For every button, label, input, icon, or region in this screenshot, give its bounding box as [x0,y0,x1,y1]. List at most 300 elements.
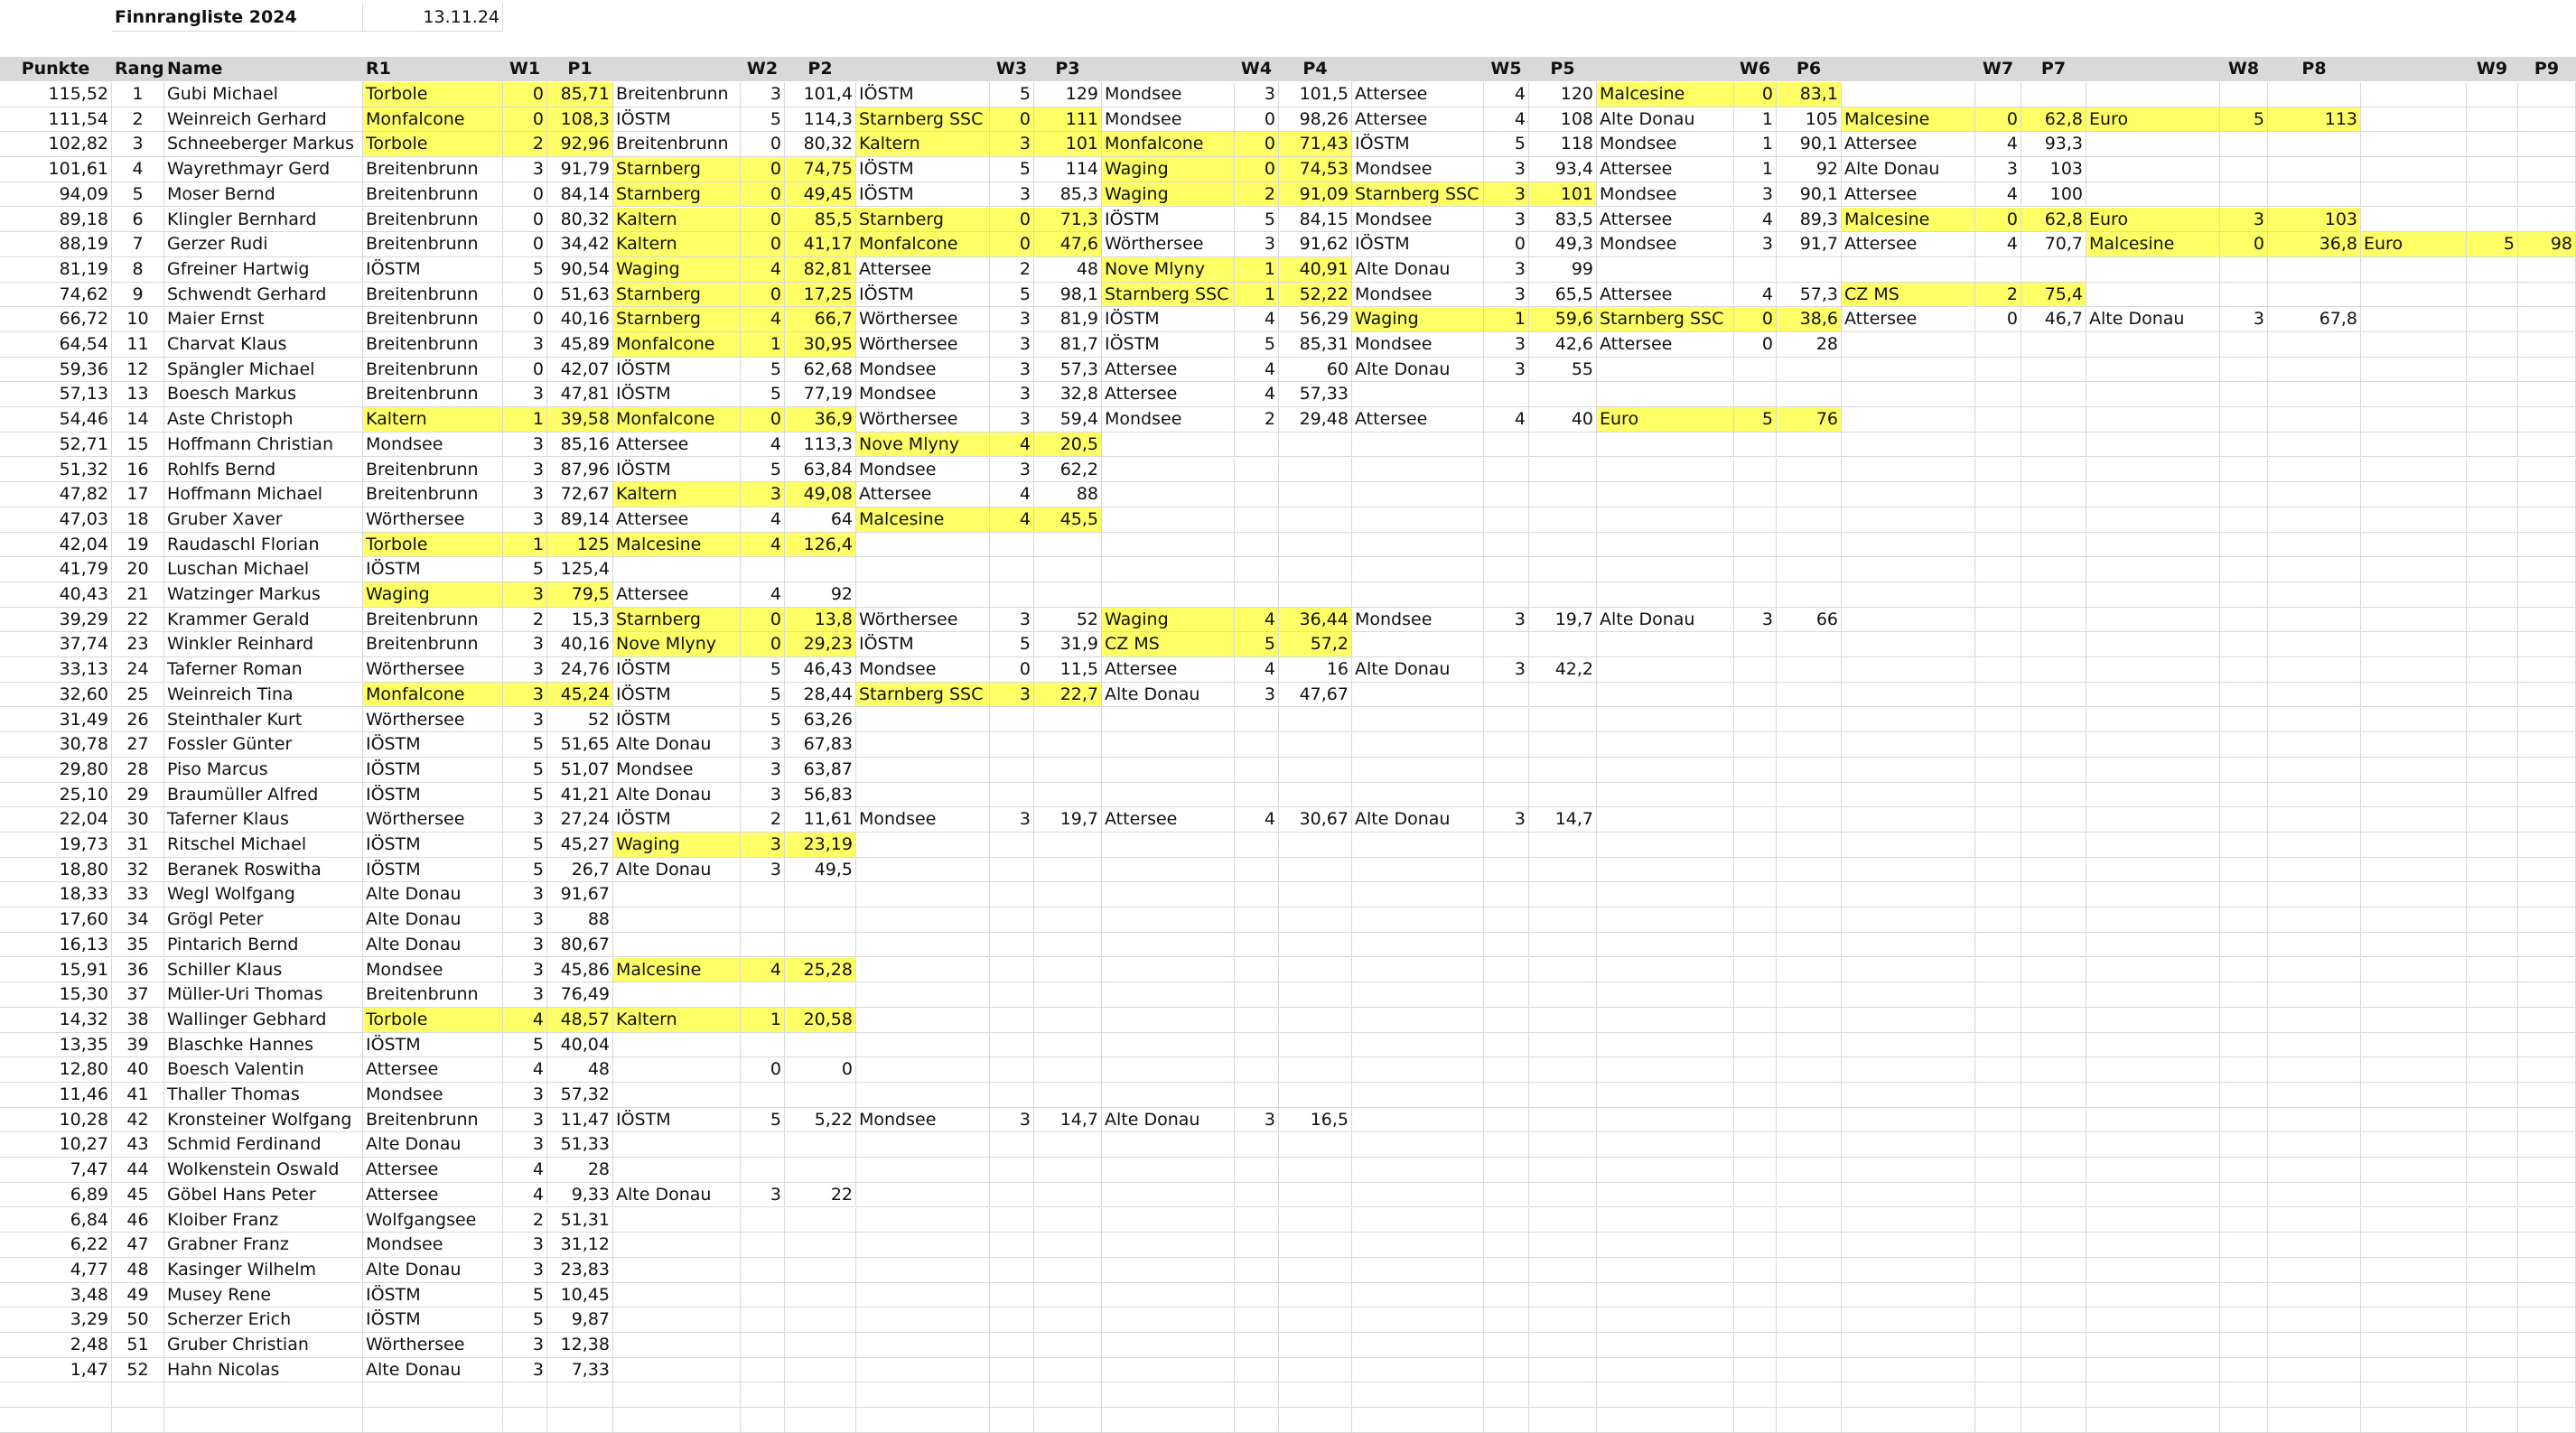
cell-wertung[interactable] [2220,557,2268,582]
cell-regatta[interactable]: Wörthersee [363,708,503,733]
cell-regatta[interactable]: Attersee [1102,358,1235,383]
cell-wertung[interactable]: 4 [741,533,785,558]
empty-cell[interactable] [785,1382,856,1408]
cell-punkte-regatta[interactable] [2268,1132,2361,1158]
cell-regatta[interactable]: Starnberg [613,608,741,633]
cell-regatta[interactable] [2086,332,2220,358]
cell-punkte-regatta[interactable] [1529,1083,1597,1108]
cell-punkte-regatta[interactable]: 42,2 [1529,657,1597,683]
cell-regatta[interactable]: Alte Donau [2086,307,2220,332]
cell-regatta[interactable] [2086,582,2220,608]
cell-regatta[interactable] [1597,1033,1734,1058]
cell-wertung[interactable]: 3 [1734,182,1777,208]
empty-cell[interactable] [741,1408,785,1433]
cell-wertung[interactable]: 3 [503,582,547,608]
cell-regatta[interactable] [613,1083,741,1108]
cell-regatta[interactable] [2086,157,2220,182]
cell-wertung[interactable]: 0 [741,132,785,157]
cell-wertung[interactable] [2220,533,2268,558]
cell-regatta[interactable] [1597,458,1734,483]
cell-rang[interactable]: 35 [112,933,164,958]
cell-regatta[interactable]: IÖSTM [613,107,741,133]
cell-wertung[interactable] [1734,657,1777,683]
cell-name[interactable]: Gruber Christian [164,1333,363,1358]
cell-regatta[interactable] [2361,1158,2467,1183]
cell-regatta[interactable] [1842,382,1975,407]
cell-regatta[interactable] [2361,1008,2467,1033]
cell-punkte[interactable]: 17,60 [0,907,112,933]
cell-wertung[interactable]: 0 [741,407,785,433]
cell-punkte-regatta[interactable]: 57,3 [1034,358,1102,383]
cell-punkte-regatta[interactable]: 52 [547,708,613,733]
cell-punkte-regatta[interactable] [2268,582,2361,608]
cell-regatta[interactable] [1597,1183,1734,1208]
cell-regatta[interactable]: Alte Donau [1842,157,1975,182]
cell-regatta[interactable]: Wörthersee [856,608,990,633]
cell-regatta[interactable] [1842,1108,1975,1133]
cell-name[interactable]: Taferner Klaus [164,807,363,833]
cell-wertung[interactable]: 3 [990,332,1034,358]
cell-regatta[interactable] [1597,632,1734,657]
cell-regatta[interactable] [2361,582,2467,608]
empty-cell[interactable] [2021,1408,2086,1433]
cell-punkte-regatta[interactable]: 74,53 [1279,157,1352,182]
cell-wertung[interactable] [1975,1333,2021,1358]
cell-wertung[interactable] [1235,758,1279,783]
cell-name[interactable]: Göbel Hans Peter [164,1183,363,1208]
cell-wertung[interactable] [1734,1033,1777,1058]
cell-punkte-regatta[interactable] [2268,1183,2361,1208]
empty-cell[interactable] [1734,1408,1777,1433]
cell-punkte-regatta[interactable]: 19,7 [1034,807,1102,833]
cell-punkte-regatta[interactable] [2518,807,2576,833]
cell-wertung[interactable] [2220,482,2268,507]
cell-wertung[interactable] [1235,1132,1279,1158]
cell-punkte-regatta[interactable]: 101,5 [1279,82,1352,107]
cell-wertung[interactable]: 5 [990,283,1034,308]
cell-wertung[interactable]: 5 [1484,132,1529,157]
cell-punkte-regatta[interactable]: 71,3 [1034,208,1102,233]
cell-rang[interactable]: 19 [112,533,164,558]
cell-punkte-regatta[interactable]: 64 [785,507,856,533]
cell-wertung[interactable] [2220,1083,2268,1108]
cell-wertung[interactable]: 4 [741,433,785,458]
cell-wertung[interactable] [1235,1258,1279,1283]
cell-regatta[interactable] [2361,783,2467,808]
cell-punkte-regatta[interactable] [1279,1083,1352,1108]
empty-cell[interactable] [2467,1382,2518,1408]
cell-name[interactable]: Kasinger Wilhelm [164,1258,363,1283]
cell-punkte-regatta[interactable] [1279,1057,1352,1083]
cell-wertung[interactable]: 4 [1484,407,1529,433]
cell-punkte-regatta[interactable]: 70,7 [2021,232,2086,257]
cell-regatta[interactable]: Monfalcone [856,232,990,257]
cell-punkte-regatta[interactable]: 45,24 [547,683,613,708]
cell-punkte-regatta[interactable] [1777,657,1842,683]
cell-wertung[interactable]: 3 [2220,208,2268,233]
cell-regatta[interactable] [1842,557,1975,582]
cell-regatta[interactable]: IÖSTM [856,157,990,182]
cell-wertung[interactable]: 3 [503,1132,547,1158]
cell-name[interactable]: Watzinger Markus [164,582,363,608]
cell-wertung[interactable] [2220,1333,2268,1358]
cell-regatta[interactable] [1352,982,1484,1008]
cell-regatta[interactable]: IÖSTM [613,458,741,483]
cell-punkte-regatta[interactable] [2518,708,2576,733]
cell-punkte-regatta[interactable]: 40,04 [547,1033,613,1058]
cell-punkte[interactable]: 102,82 [0,132,112,157]
cell-punkte[interactable]: 7,47 [0,1158,112,1183]
cell-regatta[interactable]: Breitenbrunn [363,382,503,407]
cell-regatta[interactable] [1352,907,1484,933]
empty-cell[interactable] [1034,1408,1102,1433]
cell-wertung[interactable] [990,833,1034,858]
cell-wertung[interactable]: 0 [1235,107,1279,133]
cell-regatta[interactable] [1352,1358,1484,1383]
cell-name[interactable]: Raudaschl Florian [164,533,363,558]
cell-wertung[interactable] [2467,683,2518,708]
column-header[interactable] [2086,57,2220,81]
cell-wertung[interactable]: 5 [1235,332,1279,358]
cell-wertung[interactable] [1235,783,1279,808]
cell-wertung[interactable] [1975,882,2021,907]
cell-regatta[interactable] [2361,132,2467,157]
column-header[interactable] [1102,57,1235,81]
cell-punkte[interactable]: 15,91 [0,958,112,983]
cell-regatta[interactable]: Breitenbrunn [363,358,503,383]
cell-wertung[interactable] [2220,82,2268,107]
cell-punkte-regatta[interactable]: 105 [1777,107,1842,133]
cell-wertung[interactable] [1975,858,2021,883]
cell-regatta[interactable]: Alte Donau [363,1358,503,1383]
cell-regatta[interactable]: Mondsee [1102,82,1235,107]
cell-punkte-regatta[interactable]: 29,23 [785,632,856,657]
cell-rang[interactable]: 6 [112,208,164,233]
cell-wertung[interactable] [1975,382,2021,407]
cell-regatta[interactable] [2086,82,2220,107]
cell-regatta[interactable]: Attersee [1842,307,1975,332]
cell-regatta[interactable]: Attersee [363,1158,503,1183]
cell-regatta[interactable]: Kaltern [613,232,741,257]
cell-regatta[interactable] [2361,858,2467,883]
cell-wertung[interactable] [1734,858,1777,883]
cell-punkte-regatta[interactable] [1034,708,1102,733]
cell-regatta[interactable] [613,1358,741,1383]
cell-punkte-regatta[interactable] [2021,732,2086,758]
cell-wertung[interactable] [990,1033,1034,1058]
cell-punkte-regatta[interactable]: 28 [547,1158,613,1183]
cell-punkte-regatta[interactable]: 120 [1529,82,1597,107]
cell-regatta[interactable]: Mondsee [1102,407,1235,433]
cell-punkte-regatta[interactable] [2021,708,2086,733]
cell-wertung[interactable] [741,1132,785,1158]
cell-name[interactable]: Krammer Gerald [164,608,363,633]
cell-punkte-regatta[interactable] [785,882,856,907]
cell-punkte-regatta[interactable] [2021,582,2086,608]
empty-cell[interactable] [990,1382,1034,1408]
cell-wertung[interactable]: 3 [990,382,1034,407]
cell-punkte-regatta[interactable]: 81,9 [1034,307,1102,332]
cell-punkte-regatta[interactable] [785,1258,856,1283]
cell-wertung[interactable] [2467,657,2518,683]
cell-regatta[interactable]: Attersee [1597,208,1734,233]
cell-wertung[interactable] [1975,533,2021,558]
cell-punkte-regatta[interactable] [2518,1258,2576,1283]
cell-regatta[interactable] [2086,1283,2220,1308]
cell-rang[interactable]: 36 [112,958,164,983]
cell-regatta[interactable] [2086,283,2220,308]
cell-wertung[interactable] [1734,933,1777,958]
cell-punkte-regatta[interactable] [1279,1258,1352,1283]
cell-wertung[interactable] [1484,1358,1529,1383]
cell-punkte-regatta[interactable]: 90,1 [1777,182,1842,208]
cell-punkte[interactable]: 10,28 [0,1108,112,1133]
cell-regatta[interactable]: Alte Donau [363,1132,503,1158]
cell-wertung[interactable] [2467,732,2518,758]
cell-name[interactable]: Kronsteiner Wolfgang [164,1108,363,1133]
cell-wertung[interactable]: 0 [741,632,785,657]
cell-wertung[interactable] [1734,458,1777,483]
cell-wertung[interactable] [2467,332,2518,358]
cell-wertung[interactable] [1975,407,2021,433]
column-header[interactable]: Punkte [0,57,112,81]
cell-regatta[interactable] [1352,1307,1484,1333]
cell-regatta[interactable] [2361,157,2467,182]
cell-wertung[interactable] [990,732,1034,758]
cell-wertung[interactable] [2220,458,2268,483]
cell-punkte-regatta[interactable] [2268,807,2361,833]
cell-wertung[interactable] [1484,1033,1529,1058]
cell-regatta[interactable] [1102,1333,1235,1358]
cell-regatta[interactable]: Wörthersee [856,332,990,358]
cell-wertung[interactable] [1484,732,1529,758]
cell-punkte-regatta[interactable] [1777,1057,1842,1083]
cell-punkte-regatta[interactable]: 126,4 [785,533,856,558]
cell-wertung[interactable] [1484,982,1529,1008]
cell-punkte[interactable]: 41,79 [0,557,112,582]
cell-punkte-regatta[interactable] [1777,1233,1842,1258]
cell-regatta[interactable] [1597,833,1734,858]
cell-punkte-regatta[interactable] [2518,833,2576,858]
cell-punkte-regatta[interactable] [2021,257,2086,283]
cell-punkte-regatta[interactable]: 49,5 [785,858,856,883]
cell-wertung[interactable] [1235,907,1279,933]
cell-wertung[interactable] [1975,683,2021,708]
cell-punkte-regatta[interactable] [1034,882,1102,907]
cell-punkte-regatta[interactable] [1529,1158,1597,1183]
cell-regatta[interactable] [1352,1233,1484,1258]
cell-punkte-regatta[interactable] [2021,1283,2086,1308]
cell-punkte-regatta[interactable] [1529,833,1597,858]
cell-regatta[interactable] [1597,1158,1734,1183]
cell-regatta[interactable] [613,1208,741,1233]
cell-regatta[interactable]: IÖSTM [363,557,503,582]
cell-wertung[interactable]: 3 [1484,283,1529,308]
cell-regatta[interactable] [2086,683,2220,708]
cell-wertung[interactable] [990,1258,1034,1283]
cell-name[interactable]: Piso Marcus [164,758,363,783]
cell-regatta[interactable] [1102,1083,1235,1108]
cell-rang[interactable]: 29 [112,783,164,808]
cell-wertung[interactable]: 3 [503,1083,547,1108]
cell-punkte[interactable]: 15,30 [0,982,112,1008]
cell-regatta[interactable]: Attersee [856,482,990,507]
cell-regatta[interactable] [2086,1057,2220,1083]
cell-wertung[interactable]: 1 [1734,132,1777,157]
cell-regatta[interactable] [1842,533,1975,558]
cell-wertung[interactable] [2467,208,2518,233]
cell-regatta[interactable] [2361,807,2467,833]
cell-rang[interactable]: 21 [112,582,164,608]
cell-wertung[interactable]: 5 [2467,232,2518,257]
cell-punkte-regatta[interactable] [1034,1033,1102,1058]
column-header[interactable]: W2 [741,57,785,81]
cell-wertung[interactable] [2220,933,2268,958]
cell-punkte-regatta[interactable] [2021,1008,2086,1033]
cell-regatta[interactable]: Mondsee [363,1233,503,1258]
cell-punkte-regatta[interactable] [1529,1033,1597,1058]
cell-punkte-regatta[interactable] [2021,1208,2086,1233]
cell-regatta[interactable] [1102,482,1235,507]
cell-punkte-regatta[interactable] [2518,1158,2576,1183]
cell-punkte-regatta[interactable] [2518,1132,2576,1158]
cell-punkte-regatta[interactable] [2518,882,2576,907]
cell-regatta[interactable] [2361,257,2467,283]
cell-wertung[interactable] [990,1008,1034,1033]
cell-wertung[interactable]: 0 [503,283,547,308]
cell-regatta[interactable]: Breitenbrunn [363,232,503,257]
cell-wertung[interactable] [2220,257,2268,283]
cell-punkte-regatta[interactable]: 36,8 [2268,232,2361,257]
cell-wertung[interactable]: 0 [503,208,547,233]
cell-regatta[interactable] [1102,758,1235,783]
cell-punkte-regatta[interactable] [1279,1208,1352,1233]
cell-punkte-regatta[interactable] [2518,433,2576,458]
cell-regatta[interactable]: Breitenbrunn [363,208,503,233]
cell-regatta[interactable] [2361,1358,2467,1383]
cell-regatta[interactable]: Monfalcone [1102,132,1235,157]
cell-wertung[interactable]: 3 [503,1233,547,1258]
cell-punkte-regatta[interactable] [1529,1108,1597,1133]
cell-name[interactable]: Schneeberger Markus [164,132,363,157]
cell-punkte-regatta[interactable]: 99 [1529,257,1597,283]
cell-regatta[interactable] [856,1132,990,1158]
cell-regatta[interactable] [2086,708,2220,733]
cell-punkte-regatta[interactable]: 118 [1529,132,1597,157]
cell-punkte-regatta[interactable]: 45,5 [1034,507,1102,533]
cell-wertung[interactable] [1235,458,1279,483]
empty-cell[interactable] [503,1382,547,1408]
cell-wertung[interactable] [1484,1233,1529,1258]
cell-wertung[interactable] [990,1233,1034,1258]
cell-wertung[interactable]: 0 [1734,307,1777,332]
cell-regatta[interactable]: Mondsee [856,807,990,833]
cell-punkte-regatta[interactable] [2268,608,2361,633]
cell-regatta[interactable] [1842,958,1975,983]
cell-punkte-regatta[interactable]: 59,6 [1529,307,1597,332]
column-header[interactable]: P7 [2021,57,2086,81]
empty-cell[interactable] [1235,1382,1279,1408]
cell-wertung[interactable] [2220,758,2268,783]
cell-wertung[interactable] [1975,557,2021,582]
cell-wertung[interactable] [1484,458,1529,483]
cell-regatta[interactable] [2086,982,2220,1008]
cell-punkte[interactable]: 16,13 [0,933,112,958]
cell-wertung[interactable] [1975,807,2021,833]
cell-wertung[interactable] [2467,1307,2518,1333]
cell-punkte-regatta[interactable] [1777,1008,1842,1033]
cell-wertung[interactable] [2467,433,2518,458]
cell-punkte-regatta[interactable]: 40,16 [547,307,613,332]
cell-punkte-regatta[interactable] [1777,683,1842,708]
cell-regatta[interactable] [2086,833,2220,858]
cell-punkte-regatta[interactable]: 51,65 [547,732,613,758]
cell-wertung[interactable] [741,1333,785,1358]
cell-regatta[interactable] [1842,358,1975,383]
cell-wertung[interactable] [2220,1033,2268,1058]
cell-regatta[interactable] [1597,1258,1734,1283]
cell-punkte-regatta[interactable] [1279,433,1352,458]
cell-punkte-regatta[interactable] [1034,1083,1102,1108]
cell-wertung[interactable] [1484,683,1529,708]
cell-punkte-regatta[interactable] [2268,758,2361,783]
cell-regatta[interactable]: Attersee [613,433,741,458]
cell-wertung[interactable] [2220,608,2268,633]
cell-punkte-regatta[interactable] [1777,358,1842,383]
cell-wertung[interactable] [2220,732,2268,758]
cell-rang[interactable]: 15 [112,433,164,458]
cell-regatta[interactable]: Breitenbrunn [363,182,503,208]
cell-wertung[interactable] [1235,882,1279,907]
empty-cell[interactable] [613,1382,741,1408]
cell-regatta[interactable] [1842,882,1975,907]
cell-wertung[interactable] [2467,1233,2518,1258]
cell-wertung[interactable] [990,982,1034,1008]
cell-name[interactable]: Klingler Bernhard [164,208,363,233]
cell-wertung[interactable]: 5 [741,382,785,407]
sheet-title[interactable]: Finnrangliste 2024 [112,3,363,32]
cell-punkte-regatta[interactable] [785,1358,856,1383]
cell-punkte-regatta[interactable]: 80,32 [547,208,613,233]
cell-wertung[interactable] [2220,1057,2268,1083]
cell-wertung[interactable]: 5 [741,458,785,483]
cell-regatta[interactable]: Waging [613,257,741,283]
cell-punkte-regatta[interactable]: 36,9 [785,407,856,433]
cell-regatta[interactable] [1597,557,1734,582]
column-header[interactable] [2361,57,2467,81]
cell-punkte-regatta[interactable] [1777,833,1842,858]
cell-punkte[interactable]: 51,32 [0,458,112,483]
cell-regatta[interactable] [2086,1083,2220,1108]
cell-punkte-regatta[interactable] [785,933,856,958]
cell-punkte-regatta[interactable] [1777,858,1842,883]
cell-regatta[interactable]: Waging [1102,157,1235,182]
cell-wertung[interactable] [2467,958,2518,983]
cell-regatta[interactable] [1352,833,1484,858]
cell-wertung[interactable]: 5 [741,708,785,733]
cell-regatta[interactable] [1102,708,1235,733]
cell-punkte-regatta[interactable]: 92 [1777,157,1842,182]
cell-punkte-regatta[interactable] [1777,1307,1842,1333]
cell-regatta[interactable] [856,582,990,608]
cell-regatta[interactable] [856,1083,990,1108]
cell-regatta[interactable] [2086,907,2220,933]
cell-punkte-regatta[interactable]: 42,6 [1529,332,1597,358]
cell-rang[interactable]: 28 [112,758,164,783]
cell-wertung[interactable] [2467,132,2518,157]
cell-punkte-regatta[interactable] [2518,1108,2576,1133]
cell-wertung[interactable]: 4 [1235,657,1279,683]
